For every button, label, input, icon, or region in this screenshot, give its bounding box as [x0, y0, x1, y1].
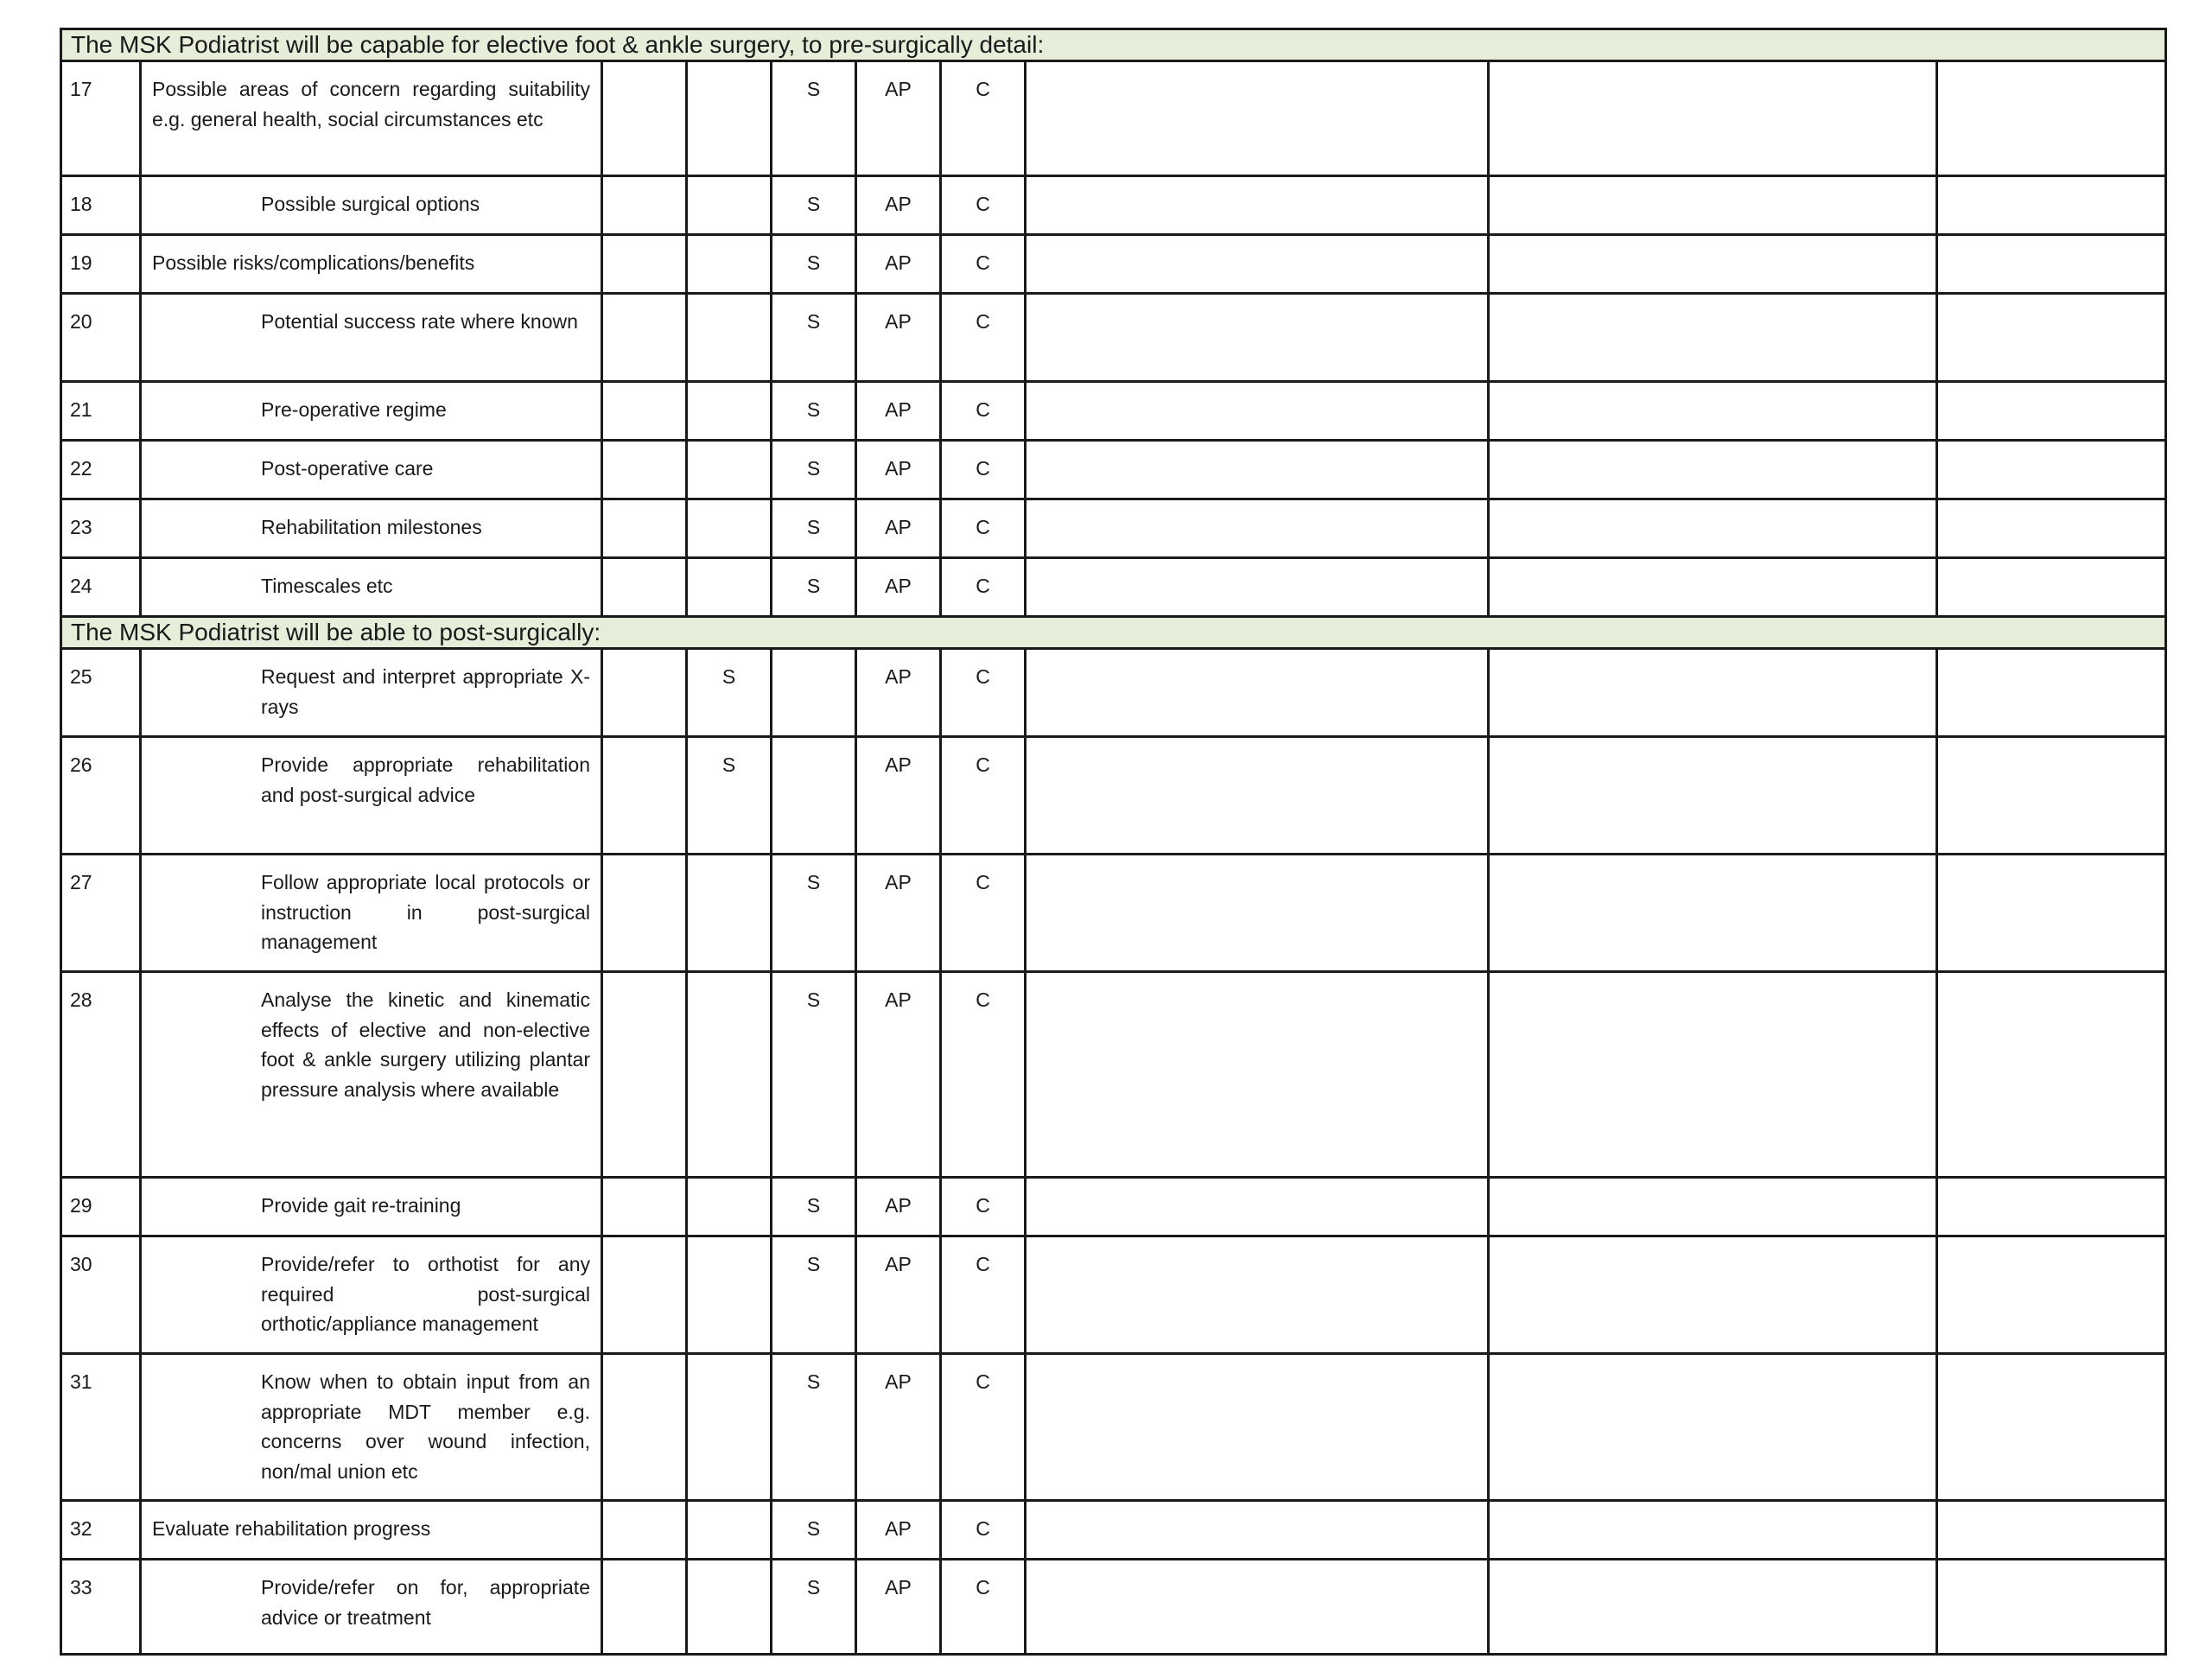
level-cell-5: C — [941, 61, 1026, 176]
date-cell — [1937, 1501, 2166, 1560]
row-number: 30 — [61, 1236, 141, 1354]
level-cell-4: AP — [856, 737, 941, 855]
assessor-cell — [1489, 972, 1937, 1178]
date-cell — [1937, 972, 2166, 1178]
level-cell-3: S — [772, 235, 856, 294]
assessor-cell — [1489, 1501, 1937, 1560]
level-cell-1 — [602, 441, 687, 499]
competency-description: Potential success rate where known — [141, 294, 602, 382]
assessor-cell — [1489, 558, 1937, 617]
competency-description: Provide/refer on for, appropriate advice or treatment — [141, 1560, 602, 1655]
evidence-cell — [1026, 1501, 1489, 1560]
evidence-cell — [1026, 1178, 1489, 1236]
table-row — [61, 972, 2166, 1178]
competency-description: Know when to obtain input from an appropriate MDT member e.g. concerns over wound infection, non/mal union etc — [141, 1354, 602, 1501]
table-row — [61, 1178, 2166, 1236]
evidence-cell — [1026, 855, 1489, 972]
level-cell-3: S — [772, 61, 856, 176]
competency-description: Provide/refer to orthotist for any required post-surgical orthotic/appliance management — [141, 1236, 602, 1354]
evidence-cell — [1026, 1354, 1489, 1501]
level-cell-1 — [602, 61, 687, 176]
row-number: 32 — [61, 1501, 141, 1560]
level-cell-2 — [687, 1178, 772, 1236]
level-cell-5: C — [941, 1560, 1026, 1655]
level-cell-3: S — [772, 1501, 856, 1560]
level-cell-5: C — [941, 235, 1026, 294]
level-cell-5: C — [941, 499, 1026, 558]
table-row — [61, 382, 2166, 441]
date-cell — [1937, 176, 2166, 235]
evidence-cell — [1026, 382, 1489, 441]
table-row — [61, 855, 2166, 972]
level-cell-5: C — [941, 972, 1026, 1178]
competency-description: Provide gait re-training — [141, 1178, 602, 1236]
level-cell-2 — [687, 294, 772, 382]
level-cell-3: S — [772, 176, 856, 235]
assessor-cell — [1489, 294, 1937, 382]
level-cell-2 — [687, 1236, 772, 1354]
competency-description: Possible risks/complications/benefits — [141, 235, 602, 294]
level-cell-3: S — [772, 294, 856, 382]
level-cell-1 — [602, 649, 687, 737]
level-cell-4: AP — [856, 1236, 941, 1354]
evidence-cell — [1026, 499, 1489, 558]
level-cell-4: AP — [856, 235, 941, 294]
table-body — [61, 29, 2166, 1655]
row-number: 25 — [61, 649, 141, 737]
section-heading: The MSK Podiatrist will be able to post-surgically: — [61, 617, 2166, 649]
level-cell-5: C — [941, 737, 1026, 855]
row-number: 24 — [61, 558, 141, 617]
level-cell-3: S — [772, 382, 856, 441]
date-cell — [1937, 382, 2166, 441]
level-cell-5: C — [941, 649, 1026, 737]
level-cell-3: S — [772, 855, 856, 972]
level-cell-1 — [602, 1560, 687, 1655]
level-cell-2 — [687, 1560, 772, 1655]
evidence-cell — [1026, 1560, 1489, 1655]
level-cell-1 — [602, 235, 687, 294]
competency-description: Request and interpret appropriate X-rays — [141, 649, 602, 737]
assessor-cell — [1489, 382, 1937, 441]
level-cell-1 — [602, 499, 687, 558]
row-number: 29 — [61, 1178, 141, 1236]
level-cell-2 — [687, 382, 772, 441]
level-cell-5: C — [941, 176, 1026, 235]
table-row — [61, 649, 2166, 737]
section-header-row — [61, 617, 2166, 649]
table-row — [61, 1560, 2166, 1655]
competency-description: Evaluate rehabilitation progress — [141, 1501, 602, 1560]
table-row — [61, 1236, 2166, 1354]
table-row — [61, 499, 2166, 558]
row-number: 33 — [61, 1560, 141, 1655]
level-cell-2 — [687, 441, 772, 499]
level-cell-3: S — [772, 1560, 856, 1655]
level-cell-5: C — [941, 558, 1026, 617]
level-cell-1 — [602, 1178, 687, 1236]
level-cell-4: AP — [856, 649, 941, 737]
evidence-cell — [1026, 558, 1489, 617]
table-row — [61, 441, 2166, 499]
level-cell-1 — [602, 1501, 687, 1560]
row-number: 20 — [61, 294, 141, 382]
row-number: 31 — [61, 1354, 141, 1501]
level-cell-4: AP — [856, 972, 941, 1178]
table-row — [61, 558, 2166, 617]
table-row — [61, 176, 2166, 235]
level-cell-2 — [687, 176, 772, 235]
competency-description: Provide appropriate rehabilitation and post-surgical advice — [141, 737, 602, 855]
assessor-cell — [1489, 61, 1937, 176]
date-cell — [1937, 235, 2166, 294]
level-cell-2 — [687, 499, 772, 558]
row-number: 18 — [61, 176, 141, 235]
section-heading: The MSK Podiatrist will be capable for elective foot & ankle surgery, to pre-surgically detail: — [61, 29, 2166, 61]
level-cell-5: C — [941, 1178, 1026, 1236]
evidence-cell — [1026, 294, 1489, 382]
level-cell-1 — [602, 972, 687, 1178]
date-cell — [1937, 649, 2166, 737]
assessor-cell — [1489, 441, 1937, 499]
assessor-cell — [1489, 649, 1937, 737]
row-number: 21 — [61, 382, 141, 441]
level-cell-1 — [602, 855, 687, 972]
level-cell-1 — [602, 737, 687, 855]
table-row — [61, 1501, 2166, 1560]
level-cell-4: AP — [856, 294, 941, 382]
date-cell — [1937, 558, 2166, 617]
level-cell-3: S — [772, 1354, 856, 1501]
level-cell-2 — [687, 235, 772, 294]
date-cell — [1937, 1354, 2166, 1501]
level-cell-4: AP — [856, 382, 941, 441]
level-cell-3: S — [772, 972, 856, 1178]
level-cell-5: C — [941, 1501, 1026, 1560]
evidence-cell — [1026, 61, 1489, 176]
level-cell-3: S — [772, 1236, 856, 1354]
level-cell-3: S — [772, 499, 856, 558]
evidence-cell — [1026, 235, 1489, 294]
level-cell-3 — [772, 737, 856, 855]
date-cell — [1937, 737, 2166, 855]
assessor-cell — [1489, 235, 1937, 294]
assessor-cell — [1489, 1236, 1937, 1354]
row-number: 28 — [61, 972, 141, 1178]
competency-description: Rehabilitation milestones — [141, 499, 602, 558]
table-row — [61, 235, 2166, 294]
evidence-cell — [1026, 737, 1489, 855]
assessor-cell — [1489, 737, 1937, 855]
assessor-cell — [1489, 1178, 1937, 1236]
level-cell-2 — [687, 1354, 772, 1501]
level-cell-4: AP — [856, 1178, 941, 1236]
section-header-row — [61, 29, 2166, 61]
competency-description: Possible areas of concern regarding suitability e.g. general health, social circumstances etc — [141, 61, 602, 176]
level-cell-3: S — [772, 1178, 856, 1236]
level-cell-2 — [687, 972, 772, 1178]
level-cell-4: AP — [856, 1560, 941, 1655]
level-cell-3 — [772, 649, 856, 737]
date-cell — [1937, 294, 2166, 382]
level-cell-2: S — [687, 737, 772, 855]
level-cell-4: AP — [856, 61, 941, 176]
level-cell-1 — [602, 176, 687, 235]
row-number: 27 — [61, 855, 141, 972]
table-row — [61, 1354, 2166, 1501]
row-number: 26 — [61, 737, 141, 855]
date-cell — [1937, 1560, 2166, 1655]
level-cell-5: C — [941, 294, 1026, 382]
level-cell-1 — [602, 382, 687, 441]
assessor-cell — [1489, 1354, 1937, 1501]
date-cell — [1937, 441, 2166, 499]
level-cell-3: S — [772, 558, 856, 617]
level-cell-1 — [602, 294, 687, 382]
competency-description: Analyse the kinetic and kinematic effects of elective and non-elective foot & ankle surgery utilizing plantar pressure analysis where available — [141, 972, 602, 1178]
level-cell-3: S — [772, 441, 856, 499]
assessor-cell — [1489, 176, 1937, 235]
competency-description: Timescales etc — [141, 558, 602, 617]
level-cell-2 — [687, 855, 772, 972]
level-cell-1 — [602, 558, 687, 617]
evidence-cell — [1026, 176, 1489, 235]
competency-description: Pre-operative regime — [141, 382, 602, 441]
evidence-cell — [1026, 441, 1489, 499]
table-row — [61, 61, 2166, 176]
row-number: 22 — [61, 441, 141, 499]
level-cell-2 — [687, 1501, 772, 1560]
date-cell — [1937, 855, 2166, 972]
date-cell — [1937, 61, 2166, 176]
level-cell-4: AP — [856, 558, 941, 617]
competency-description: Post-operative care — [141, 441, 602, 499]
table-row — [61, 737, 2166, 855]
level-cell-5: C — [941, 441, 1026, 499]
level-cell-2 — [687, 558, 772, 617]
evidence-cell — [1026, 972, 1489, 1178]
level-cell-5: C — [941, 1354, 1026, 1501]
level-cell-5: C — [941, 855, 1026, 972]
date-cell — [1937, 1236, 2166, 1354]
competency-description: Possible surgical options — [141, 176, 602, 235]
level-cell-5: C — [941, 1236, 1026, 1354]
date-cell — [1937, 1178, 2166, 1236]
row-number: 19 — [61, 235, 141, 294]
level-cell-4: AP — [856, 441, 941, 499]
level-cell-2 — [687, 61, 772, 176]
level-cell-4: AP — [856, 1501, 941, 1560]
level-cell-4: AP — [856, 855, 941, 972]
evidence-cell — [1026, 649, 1489, 737]
assessor-cell — [1489, 499, 1937, 558]
level-cell-2: S — [687, 649, 772, 737]
level-cell-1 — [602, 1236, 687, 1354]
row-number: 23 — [61, 499, 141, 558]
level-cell-4: AP — [856, 176, 941, 235]
level-cell-1 — [602, 1354, 687, 1501]
competency-table — [60, 28, 2167, 1656]
assessor-cell — [1489, 1560, 1937, 1655]
date-cell — [1937, 499, 2166, 558]
evidence-cell — [1026, 1236, 1489, 1354]
level-cell-4: AP — [856, 1354, 941, 1501]
table-row — [61, 294, 2166, 382]
row-number: 17 — [61, 61, 141, 176]
level-cell-4: AP — [856, 499, 941, 558]
level-cell-5: C — [941, 382, 1026, 441]
assessor-cell — [1489, 855, 1937, 972]
competency-description: Follow appropriate local protocols or instruction in post-surgical management — [141, 855, 602, 972]
